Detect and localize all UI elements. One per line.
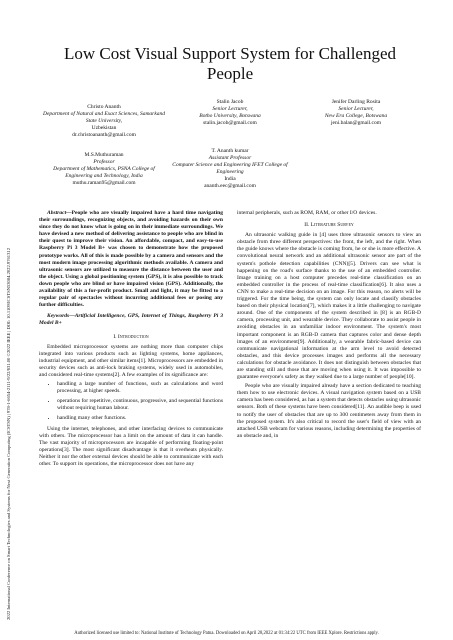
author-block-2 <box>165 99 295 127</box>
author-block-5 <box>165 148 295 190</box>
author-country: India <box>224 176 236 182</box>
literature-paragraph-1: An ultrasonic walking guide in [4] uses three ultrasonic sensors to view an obstacle from three different perspectives: the front, the left, and the right. When the guide knows where the obstacle is coming from, he or she is more effective. A convolutional neural network and an additional ultrasonic sensor are part of the system's pothole detection capabilities (CNN)[5]. Drivers can see what is happening on the road's surface thanks to the use of an embedded controller. Image training on a host computer precedes real-time classification on an embedded controller in the process of real-time classification[6]. It also uses a CNN to make a real-time decision on an image. For this reason, no alerts will be triggered. For the time being, the system can only locate and classify obstacles based on their physical location[7], which makes it a little challenging to navigate around. One of the components of the system described in [8] is an RGB-D camera, processing unit, and wearable device. They collaborate to assist people in avoiding obstacles in an unfamiliar indoor environment. The system's most important component is an RGB-D camera that captures color and dense depth images of an environment[9]. Additionally, a wearable fabric-based device can communicate navigational information at the arm level to avoid detected obstacles, and this device processes images and performs all the necessary calculations for obstacle avoidance. It does not distinguish between obstacles that are standing still and those that are moving when using it. It was impossible to guarantee everyone's safety as they walked due to a large number of people[10]. <box>237 232 421 381</box>
author-name: Stalin Jacob <box>216 99 244 105</box>
intro-paragraph-2: Using the internet, telephones, and other interfacing devices to communicate with others. The microprocessor has a limit on the amount of data it can handle. The vast majority of microprocessors are incapable of performing floating-point operations[3]. The most significant disadvantage is that it overheats physically. Neither it nor the other external devices should be able to communicate with each other. To support its operations, the microprocessor does not have any <box>39 425 223 467</box>
side-citation: 2022 International Conference on Smart Technologies and Systems for Next Generation Computing (ICSTSN) | 978-1-6654-2111-9/22/$31.00 ©2022 IEEE | DOI: 10.1109/ICSTSN53084.2022.9761312 <box>6 248 11 620</box>
author-email: ananth.eec@gmail.com <box>204 183 256 189</box>
author-affiliation: Senior Lecturer, <box>338 106 374 112</box>
author-affiliation: Department of Natural and Exact Sciences, Samarkand State University, <box>42 111 166 124</box>
author-name: Christo Ananth <box>87 104 121 110</box>
author-org: Uzbekistan <box>91 125 117 131</box>
author-email: dr.christoananth@gmail.com <box>72 132 136 138</box>
author-org: Computer Science and Engineering IFET College of Engineering <box>172 162 288 175</box>
abstract-text: People who are visually impaired have a hard time navigating their surroundings, recognizing objects, and avoiding hazards on their own since they do not know what is going on in their immediate surroundings. We have devised a new method of delivering assistance to people who are blind in their quest to improve their vision. An affordable, compact, and easy-to-use Raspberry Pi 3 Model B+ was chosen to demonstrate how the proposed prototype works. All of this is made possible by a camera and sensors and the most modern image processing algorithmic methods available. A camera and ultrasonic sensors are utilized to measure the distance between the user and the object. Using a global positioning system (GPS), it is also possible to track down people who are blind or have impaired vision (GPS). Additionally, the availability of this a for-profit product. Small and light, it may be fitted to a regular pair of spectacles without incurring additional fees or posing any further difficulties. <box>39 210 223 309</box>
author-name: M.S.Muthuraman <box>84 152 124 158</box>
right-column <box>237 210 421 442</box>
author-block-3 <box>291 99 421 127</box>
author-affiliation: Assistant Professor <box>208 155 252 161</box>
author-email: stalin.jacob@gmail.com <box>203 120 257 126</box>
continuation-paragraph: internal peripherals, such as ROM, RAM, or other I/O devices. <box>237 210 377 216</box>
significance-list <box>39 381 223 422</box>
list-item: • operations for repetitive, continuous, progressive, and sequential functions without requiring human labour. <box>57 398 223 412</box>
author-org: Department of Mathematics, PSNA College of Engineering and Technology, India <box>53 166 155 179</box>
intro-paragraph-1: Embedded microprocessor systems are nothing more than computer chips integrated into various products such as lighting systems, home appliances, industrial equipment, and other similar items[1]. Microprocessors are embedded in security devices such as anti-lock braking systems, widely used in automobiles, and considered real-time systems[2]. A few examples of its significance are: <box>39 343 223 378</box>
author-org: Botho University, Botswana <box>199 113 261 119</box>
list-item: • handling many other functions. <box>57 415 223 422</box>
abstract-lead: Abstract— <box>47 210 72 216</box>
keywords: Keywords—Artificial Intelligence, GPS, Internet of Things, Raspberry Pi 3 Model B+ <box>39 313 223 327</box>
section-heading-introduction: I. Introduction <box>113 333 149 340</box>
author-block-1 <box>39 104 169 139</box>
author-affiliation: Senior Lecturer, <box>212 106 248 112</box>
author-email: jeni.balan@gmail.com <box>331 120 381 126</box>
download-footer: Authorized licensed use limited to: National Institute of Technology Patna. Downloaded on April 28,2022 at 01:34:22 UTC from IEEE Xplore. Restrictions apply. <box>74 631 379 636</box>
section-heading-literature-survey: II. Literature Survey <box>304 222 354 229</box>
abstract <box>39 210 223 309</box>
author-org: New Era College, Botswana <box>324 113 388 119</box>
paper-title: Low Cost Visual Support System for Challenged People <box>63 44 397 83</box>
author-name: Jenifer Darling Rosita <box>331 99 381 105</box>
list-item: • handling a large number of functions, such as calculations and word processing, at higher speeds. <box>57 381 223 395</box>
author-name: T. Ananth kumar <box>211 148 249 154</box>
author-block-4 <box>49 152 159 187</box>
literature-paragraph-2: People who are visually impaired already have a section dedicated to teaching them how to use electronic devices. A visual navigation system based on a USB camera has been considered, as has a system that detects obstacles using ultrasonic sensors. Both of these systems have been considered[11]. An audible beep is used to notify the user of obstacles that are up to 300 centimeters away from them in the proposed system. It's also critical to record the user's field of view with an attached USB webcam for various reasons, including determining the properties of an obstacle and, in <box>237 383 421 439</box>
left-column <box>39 210 223 470</box>
author-email: muthu.raman95@gmail.com <box>72 180 136 186</box>
author-affiliation: Professor <box>93 159 115 165</box>
